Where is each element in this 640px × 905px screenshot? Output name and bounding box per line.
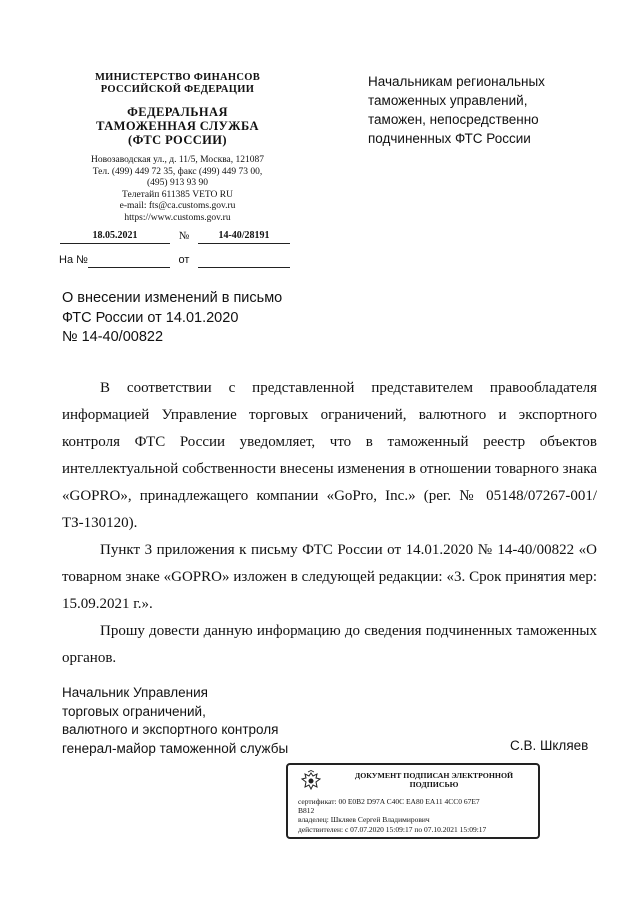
signatory-name: С.В. Шкляев: [510, 738, 589, 753]
service-line-1: ФЕДЕРАЛЬНАЯ: [127, 105, 228, 119]
sender-address: [50, 155, 305, 224]
certificate-validity: действителен: с 07.07.2020 15:09:17 по 07.10.2021 15:09:17: [298, 824, 487, 834]
body-paragraph-1: В соответствии с представленной представителем правообладателя информацией Управление торговых ограничений, валютного и экспортного контроля ФТС России уведомляет, что в таможенный реестр объектов интеллектуальной собственности внесены изменения в отношении товарного знака «GOPRO», принадлежащего компании «GoPro, Inc.» (рег. № 05148/07267-001/ТЗ-130120).: [62, 380, 597, 531]
reference-label: На №: [59, 254, 88, 266]
electronic-signature-stamp: [286, 763, 540, 839]
sender-block: [50, 72, 305, 224]
address-line-2: Тел. (499) 449 72 35, факс (499) 449 73 00,: [92, 166, 263, 177]
addressee-line-3: таможен, непосредственно: [368, 112, 539, 127]
eagle-emblem-icon: [300, 770, 322, 792]
registration-fields: [60, 230, 300, 270]
signatory-position: [62, 684, 322, 758]
letter-number: 14-40/28191: [218, 230, 270, 241]
from-label: от: [178, 254, 190, 266]
service-name: [50, 105, 305, 147]
stamp-title-line-1: ДОКУМЕНТ ПОДПИСАН ЭЛЕКТРОННОЙ: [354, 771, 514, 780]
stamp-details: [298, 797, 536, 834]
subject-line-1: О внесении изменений в письмо: [62, 290, 283, 306]
number-sign: №: [178, 230, 190, 242]
ministry-line-2: РОССИЙСКОЙ ФЕДЕРАЦИИ: [100, 84, 255, 95]
body-paragraph-3: Прошу довести данную информацию до сведения подчиненных таможенных органов.: [62, 623, 597, 666]
position-line-1: Начальник Управления: [62, 685, 208, 700]
stamp-title: [334, 771, 534, 789]
letter-body: [62, 375, 597, 672]
email-line: e-mail: fts@ca.customs.gov.ru: [119, 201, 236, 211]
service-line-3: (ФТС РОССИИ): [128, 133, 227, 147]
certificate-owner: владелец: Шкляев Сергей Владимирович: [298, 815, 430, 825]
ministry-name: [50, 72, 305, 96]
addressee-block: [368, 72, 598, 148]
addressee-line-2: таможенных управлений,: [368, 93, 528, 108]
website-line: https://www.customs.gov.ru: [124, 212, 231, 223]
number-underline: [198, 243, 290, 244]
stamp-title-line-2: ПОДПИСЬЮ: [409, 780, 459, 789]
subject-line-3: № 14-40/00822: [62, 329, 164, 345]
addressee-line-4: подчиненных ФТС России: [368, 131, 531, 146]
letter-date: 18.05.2021: [92, 230, 138, 241]
certificate-line-1: сертификат: 00 E0B2 D97A C40C EA80 EA11 4CC0 67E7: [298, 797, 480, 806]
position-line-4: генерал-майор таможенной службы: [62, 740, 289, 756]
position-line-3: валютного и экспортного контроля: [62, 722, 279, 737]
service-line-2: ТАМОЖЕННАЯ СЛУЖБА: [96, 119, 259, 133]
address-line-1: Новозаводская ул., д. 11/5, Москва, 121087: [90, 155, 265, 165]
teletype-line: Телетайп 611385 VETO RU: [122, 189, 233, 200]
reference-underline: [88, 267, 170, 268]
address-line-3: (495) 913 93 90: [147, 178, 208, 188]
subject-block: [62, 289, 322, 348]
subject-line-2: ФТС России от 14.01.2020: [62, 309, 239, 326]
body-paragraph-2: Пункт 3 приложения к письму ФТС России от 14.01.2020 № 14-40/00822 «О товарном знаке «GOPRO» изложен в следующей редакции: «3. Срок принятия мер: 15.09.2021 г.».: [62, 542, 597, 612]
date-underline: [60, 243, 170, 244]
ministry-line-1: МИНИСТЕРСТВО ФИНАНСОВ: [94, 72, 261, 83]
addressee-line-1: Начальникам региональных: [368, 74, 545, 89]
position-line-2: торговых ограничений,: [62, 703, 206, 719]
from-underline: [198, 267, 290, 268]
certificate-line-2: B812: [298, 806, 315, 816]
